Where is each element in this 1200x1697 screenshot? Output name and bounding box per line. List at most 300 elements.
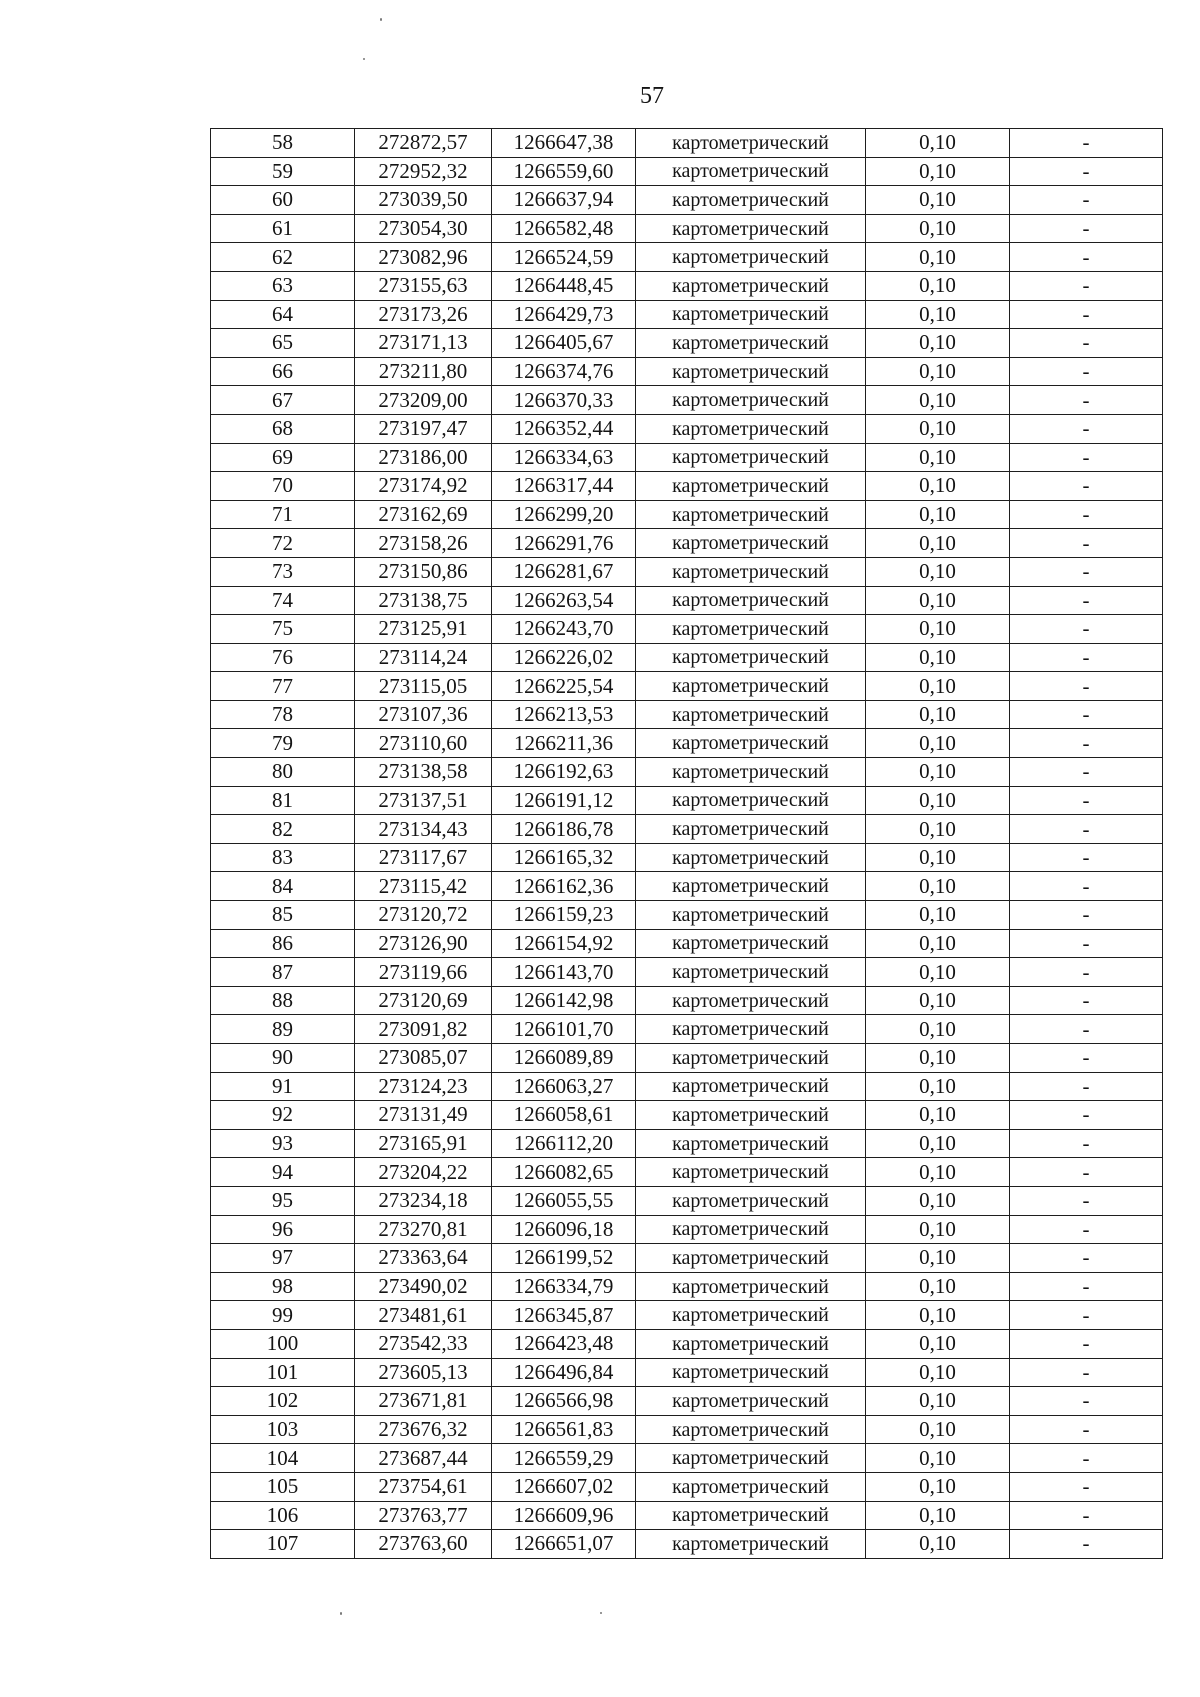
table-row: [211, 1301, 1163, 1330]
accuracy-cell: 0,10: [866, 472, 1010, 501]
point-number-cell: 59: [211, 157, 355, 186]
method-cell: картометрический: [636, 1272, 866, 1301]
y-coordinate-cell: 1266317,44: [492, 472, 636, 501]
table-row: [211, 443, 1163, 472]
y-coordinate-cell: 1266429,73: [492, 300, 636, 329]
accuracy-cell: 0,10: [866, 986, 1010, 1015]
accuracy-cell: 0,10: [866, 414, 1010, 443]
x-coordinate-cell: 273687,44: [355, 1444, 492, 1473]
accuracy-cell: 0,10: [866, 901, 1010, 930]
table-row: [211, 1415, 1163, 1444]
point-number-cell: 64: [211, 300, 355, 329]
y-coordinate-cell: 1266082,65: [492, 1158, 636, 1187]
method-cell: картометрический: [636, 500, 866, 529]
method-cell: картометрический: [636, 1101, 866, 1130]
accuracy-cell: 0,10: [866, 357, 1010, 386]
note-cell: -: [1010, 243, 1163, 272]
accuracy-cell: 0,10: [866, 443, 1010, 472]
table-row: [211, 329, 1163, 358]
note-cell: -: [1010, 700, 1163, 729]
method-cell: картометрический: [636, 271, 866, 300]
method-cell: картометрический: [636, 1329, 866, 1358]
point-number-cell: 97: [211, 1244, 355, 1273]
accuracy-cell: 0,10: [866, 700, 1010, 729]
coordinates-table: [210, 128, 1163, 1559]
y-coordinate-cell: 1266101,70: [492, 1015, 636, 1044]
point-number-cell: 93: [211, 1129, 355, 1158]
table-row: [211, 1329, 1163, 1358]
accuracy-cell: 0,10: [866, 929, 1010, 958]
note-cell: -: [1010, 500, 1163, 529]
table-row: [211, 529, 1163, 558]
x-coordinate-cell: 273186,00: [355, 443, 492, 472]
point-number-cell: 99: [211, 1301, 355, 1330]
x-coordinate-cell: 273120,69: [355, 986, 492, 1015]
page-number: 57: [640, 83, 664, 109]
point-number-cell: 67: [211, 386, 355, 415]
x-coordinate-cell: 273754,61: [355, 1472, 492, 1501]
accuracy-cell: 0,10: [866, 958, 1010, 987]
y-coordinate-cell: 1266211,36: [492, 729, 636, 758]
note-cell: -: [1010, 1072, 1163, 1101]
accuracy-cell: 0,10: [866, 643, 1010, 672]
accuracy-cell: 0,10: [866, 300, 1010, 329]
table-row: [211, 1444, 1163, 1473]
note-cell: -: [1010, 1501, 1163, 1530]
accuracy-cell: 0,10: [866, 672, 1010, 701]
method-cell: картометрический: [636, 1301, 866, 1330]
y-coordinate-cell: 1266496,84: [492, 1358, 636, 1387]
note-cell: -: [1010, 414, 1163, 443]
y-coordinate-cell: 1266334,79: [492, 1272, 636, 1301]
note-cell: -: [1010, 815, 1163, 844]
point-number-cell: 61: [211, 214, 355, 243]
point-number-cell: 104: [211, 1444, 355, 1473]
method-cell: картометрический: [636, 1501, 866, 1530]
accuracy-cell: 0,10: [866, 386, 1010, 415]
table-row: [211, 986, 1163, 1015]
y-coordinate-cell: 1266637,94: [492, 186, 636, 215]
table-row: [211, 300, 1163, 329]
x-coordinate-cell: 273173,26: [355, 300, 492, 329]
y-coordinate-cell: 1266405,67: [492, 329, 636, 358]
x-coordinate-cell: 273137,51: [355, 786, 492, 815]
table-row: [211, 500, 1163, 529]
method-cell: картометрический: [636, 1129, 866, 1158]
y-coordinate-cell: 1266063,27: [492, 1072, 636, 1101]
x-coordinate-cell: 273481,61: [355, 1301, 492, 1330]
y-coordinate-cell: 1266647,38: [492, 129, 636, 158]
y-coordinate-cell: 1266281,67: [492, 557, 636, 586]
note-cell: -: [1010, 1101, 1163, 1130]
x-coordinate-cell: 273110,60: [355, 729, 492, 758]
accuracy-cell: 0,10: [866, 529, 1010, 558]
coordinates-table-container: [210, 128, 1163, 1559]
point-number-cell: 89: [211, 1015, 355, 1044]
note-cell: -: [1010, 672, 1163, 701]
method-cell: картометрический: [636, 1358, 866, 1387]
point-number-cell: 78: [211, 700, 355, 729]
point-number-cell: 77: [211, 672, 355, 701]
y-coordinate-cell: 1266609,96: [492, 1501, 636, 1530]
table-row: [211, 271, 1163, 300]
table-row: [211, 1501, 1163, 1530]
x-coordinate-cell: 273107,36: [355, 700, 492, 729]
x-coordinate-cell: 273363,64: [355, 1244, 492, 1273]
method-cell: картометрический: [636, 929, 866, 958]
y-coordinate-cell: 1266291,76: [492, 529, 636, 558]
y-coordinate-cell: 1266213,53: [492, 700, 636, 729]
point-number-cell: 84: [211, 872, 355, 901]
accuracy-cell: 0,10: [866, 214, 1010, 243]
method-cell: картометрический: [636, 872, 866, 901]
table-row: [211, 758, 1163, 787]
y-coordinate-cell: 1266162,36: [492, 872, 636, 901]
method-cell: картометрический: [636, 186, 866, 215]
y-coordinate-cell: 1266345,87: [492, 1301, 636, 1330]
y-coordinate-cell: 1266263,54: [492, 586, 636, 615]
note-cell: -: [1010, 958, 1163, 987]
table-row: [211, 901, 1163, 930]
point-number-cell: 87: [211, 958, 355, 987]
x-coordinate-cell: 273125,91: [355, 615, 492, 644]
x-coordinate-cell: 273155,63: [355, 271, 492, 300]
y-coordinate-cell: 1266607,02: [492, 1472, 636, 1501]
point-number-cell: 83: [211, 843, 355, 872]
note-cell: -: [1010, 186, 1163, 215]
method-cell: картометрический: [636, 300, 866, 329]
table-row: [211, 815, 1163, 844]
note-cell: -: [1010, 929, 1163, 958]
note-cell: -: [1010, 615, 1163, 644]
scan-speck: [380, 18, 382, 21]
note-cell: -: [1010, 129, 1163, 158]
x-coordinate-cell: 273150,86: [355, 557, 492, 586]
note-cell: -: [1010, 300, 1163, 329]
note-cell: -: [1010, 1301, 1163, 1330]
accuracy-cell: 0,10: [866, 129, 1010, 158]
x-coordinate-cell: 273763,77: [355, 1501, 492, 1530]
point-number-cell: 88: [211, 986, 355, 1015]
table-row: [211, 214, 1163, 243]
y-coordinate-cell: 1266243,70: [492, 615, 636, 644]
accuracy-cell: 0,10: [866, 329, 1010, 358]
table-row: [211, 1472, 1163, 1501]
accuracy-cell: 0,10: [866, 1129, 1010, 1158]
y-coordinate-cell: 1266352,44: [492, 414, 636, 443]
y-coordinate-cell: 1266423,48: [492, 1329, 636, 1358]
y-coordinate-cell: 1266374,76: [492, 357, 636, 386]
note-cell: -: [1010, 329, 1163, 358]
table-row: [211, 615, 1163, 644]
point-number-cell: 72: [211, 529, 355, 558]
y-coordinate-cell: 1266651,07: [492, 1530, 636, 1559]
table-row: [211, 1244, 1163, 1273]
table-row: [211, 1072, 1163, 1101]
point-number-cell: 76: [211, 643, 355, 672]
table-row: [211, 1101, 1163, 1130]
x-coordinate-cell: 272952,32: [355, 157, 492, 186]
point-number-cell: 101: [211, 1358, 355, 1387]
x-coordinate-cell: 273115,42: [355, 872, 492, 901]
point-number-cell: 60: [211, 186, 355, 215]
method-cell: картометрический: [636, 529, 866, 558]
point-number-cell: 68: [211, 414, 355, 443]
x-coordinate-cell: 273039,50: [355, 186, 492, 215]
x-coordinate-cell: 273171,13: [355, 329, 492, 358]
note-cell: -: [1010, 1272, 1163, 1301]
method-cell: картометрический: [636, 1072, 866, 1101]
point-number-cell: 94: [211, 1158, 355, 1187]
point-number-cell: 102: [211, 1387, 355, 1416]
note-cell: -: [1010, 1329, 1163, 1358]
accuracy-cell: 0,10: [866, 1530, 1010, 1559]
point-number-cell: 63: [211, 271, 355, 300]
table-row: [211, 1358, 1163, 1387]
y-coordinate-cell: 1266143,70: [492, 958, 636, 987]
method-cell: картометрический: [636, 1387, 866, 1416]
note-cell: -: [1010, 1044, 1163, 1073]
y-coordinate-cell: 1266566,98: [492, 1387, 636, 1416]
point-number-cell: 70: [211, 472, 355, 501]
table-row: [211, 129, 1163, 158]
table-row: [211, 472, 1163, 501]
x-coordinate-cell: 273165,91: [355, 1129, 492, 1158]
table-row: [211, 1158, 1163, 1187]
method-cell: картометрический: [636, 1015, 866, 1044]
method-cell: картометрический: [636, 843, 866, 872]
method-cell: картометрический: [636, 1044, 866, 1073]
point-number-cell: 91: [211, 1072, 355, 1101]
table-row: [211, 786, 1163, 815]
table-row: [211, 1387, 1163, 1416]
table-row: [211, 386, 1163, 415]
note-cell: -: [1010, 1015, 1163, 1044]
accuracy-cell: 0,10: [866, 1301, 1010, 1330]
x-coordinate-cell: 273763,60: [355, 1530, 492, 1559]
x-coordinate-cell: 273138,75: [355, 586, 492, 615]
x-coordinate-cell: 273234,18: [355, 1186, 492, 1215]
method-cell: картометрический: [636, 214, 866, 243]
note-cell: -: [1010, 386, 1163, 415]
method-cell: картометрический: [636, 1186, 866, 1215]
table-row: [211, 157, 1163, 186]
accuracy-cell: 0,10: [866, 1501, 1010, 1530]
table-row: [211, 1129, 1163, 1158]
y-coordinate-cell: 1266561,83: [492, 1415, 636, 1444]
y-coordinate-cell: 1266159,23: [492, 901, 636, 930]
y-coordinate-cell: 1266559,29: [492, 1444, 636, 1473]
x-coordinate-cell: 273082,96: [355, 243, 492, 272]
point-number-cell: 73: [211, 557, 355, 586]
y-coordinate-cell: 1266559,60: [492, 157, 636, 186]
method-cell: картометрический: [636, 1415, 866, 1444]
accuracy-cell: 0,10: [866, 1158, 1010, 1187]
accuracy-cell: 0,10: [866, 729, 1010, 758]
y-coordinate-cell: 1266225,54: [492, 672, 636, 701]
method-cell: картометрический: [636, 129, 866, 158]
point-number-cell: 96: [211, 1215, 355, 1244]
method-cell: картометрический: [636, 1244, 866, 1273]
accuracy-cell: 0,10: [866, 1472, 1010, 1501]
x-coordinate-cell: 273676,32: [355, 1415, 492, 1444]
table-row: [211, 643, 1163, 672]
method-cell: картометрический: [636, 643, 866, 672]
note-cell: -: [1010, 157, 1163, 186]
accuracy-cell: 0,10: [866, 271, 1010, 300]
note-cell: -: [1010, 357, 1163, 386]
method-cell: картометрический: [636, 472, 866, 501]
accuracy-cell: 0,10: [866, 1415, 1010, 1444]
x-coordinate-cell: 273138,58: [355, 758, 492, 787]
accuracy-cell: 0,10: [866, 1072, 1010, 1101]
note-cell: -: [1010, 1358, 1163, 1387]
method-cell: картометрический: [636, 1472, 866, 1501]
method-cell: картометрический: [636, 1158, 866, 1187]
table-row: [211, 557, 1163, 586]
point-number-cell: 85: [211, 901, 355, 930]
point-number-cell: 100: [211, 1329, 355, 1358]
x-coordinate-cell: 273117,67: [355, 843, 492, 872]
y-coordinate-cell: 1266226,02: [492, 643, 636, 672]
note-cell: -: [1010, 1186, 1163, 1215]
method-cell: картометрический: [636, 672, 866, 701]
table-row: [211, 843, 1163, 872]
method-cell: картометрический: [636, 443, 866, 472]
point-number-cell: 75: [211, 615, 355, 644]
accuracy-cell: 0,10: [866, 1215, 1010, 1244]
y-coordinate-cell: 1266299,20: [492, 500, 636, 529]
method-cell: картометрический: [636, 758, 866, 787]
note-cell: -: [1010, 214, 1163, 243]
x-coordinate-cell: 272872,57: [355, 129, 492, 158]
x-coordinate-cell: 273134,43: [355, 815, 492, 844]
note-cell: -: [1010, 1215, 1163, 1244]
note-cell: -: [1010, 586, 1163, 615]
scan-speck: [340, 1612, 342, 1615]
note-cell: -: [1010, 529, 1163, 558]
method-cell: картометрический: [636, 557, 866, 586]
y-coordinate-cell: 1266582,48: [492, 214, 636, 243]
point-number-cell: 62: [211, 243, 355, 272]
x-coordinate-cell: 273209,00: [355, 386, 492, 415]
table-row: [211, 700, 1163, 729]
method-cell: картометрический: [636, 157, 866, 186]
x-coordinate-cell: 273114,24: [355, 643, 492, 672]
method-cell: картометрический: [636, 986, 866, 1015]
method-cell: картометрический: [636, 357, 866, 386]
accuracy-cell: 0,10: [866, 500, 1010, 529]
x-coordinate-cell: 273054,30: [355, 214, 492, 243]
accuracy-cell: 0,10: [866, 758, 1010, 787]
x-coordinate-cell: 273490,02: [355, 1272, 492, 1301]
point-number-cell: 103: [211, 1415, 355, 1444]
y-coordinate-cell: 1266191,12: [492, 786, 636, 815]
point-number-cell: 105: [211, 1472, 355, 1501]
method-cell: картометрический: [636, 386, 866, 415]
table-row: [211, 1215, 1163, 1244]
x-coordinate-cell: 273115,05: [355, 672, 492, 701]
point-number-cell: 90: [211, 1044, 355, 1073]
y-coordinate-cell: 1266524,59: [492, 243, 636, 272]
table-body: [211, 129, 1163, 1559]
point-number-cell: 82: [211, 815, 355, 844]
table-row: [211, 1186, 1163, 1215]
point-number-cell: 80: [211, 758, 355, 787]
scan-speck: [600, 1612, 602, 1614]
table-row: [211, 958, 1163, 987]
accuracy-cell: 0,10: [866, 615, 1010, 644]
accuracy-cell: 0,10: [866, 157, 1010, 186]
note-cell: -: [1010, 443, 1163, 472]
y-coordinate-cell: 1266186,78: [492, 815, 636, 844]
note-cell: -: [1010, 271, 1163, 300]
table-row: [211, 929, 1163, 958]
method-cell: картометрический: [636, 1215, 866, 1244]
accuracy-cell: 0,10: [866, 557, 1010, 586]
y-coordinate-cell: 1266154,92: [492, 929, 636, 958]
table-row: [211, 186, 1163, 215]
note-cell: -: [1010, 986, 1163, 1015]
method-cell: картометрический: [636, 958, 866, 987]
point-number-cell: 106: [211, 1501, 355, 1530]
method-cell: картометрический: [636, 786, 866, 815]
x-coordinate-cell: 273197,47: [355, 414, 492, 443]
y-coordinate-cell: 1266112,20: [492, 1129, 636, 1158]
point-number-cell: 86: [211, 929, 355, 958]
point-number-cell: 107: [211, 1530, 355, 1559]
y-coordinate-cell: 1266448,45: [492, 271, 636, 300]
point-number-cell: 95: [211, 1186, 355, 1215]
method-cell: картометрический: [636, 414, 866, 443]
accuracy-cell: 0,10: [866, 1272, 1010, 1301]
method-cell: картометрический: [636, 586, 866, 615]
method-cell: картометрический: [636, 329, 866, 358]
point-number-cell: 81: [211, 786, 355, 815]
table-row: [211, 1272, 1163, 1301]
scan-speck: [363, 58, 365, 60]
x-coordinate-cell: 273270,81: [355, 1215, 492, 1244]
x-coordinate-cell: 273091,82: [355, 1015, 492, 1044]
table-row: [211, 1015, 1163, 1044]
accuracy-cell: 0,10: [866, 1387, 1010, 1416]
note-cell: -: [1010, 472, 1163, 501]
accuracy-cell: 0,10: [866, 1186, 1010, 1215]
note-cell: -: [1010, 1129, 1163, 1158]
y-coordinate-cell: 1266096,18: [492, 1215, 636, 1244]
x-coordinate-cell: 273131,49: [355, 1101, 492, 1130]
table-row: [211, 357, 1163, 386]
accuracy-cell: 0,10: [866, 1244, 1010, 1273]
accuracy-cell: 0,10: [866, 786, 1010, 815]
x-coordinate-cell: 273085,07: [355, 1044, 492, 1073]
x-coordinate-cell: 273204,22: [355, 1158, 492, 1187]
method-cell: картометрический: [636, 1530, 866, 1559]
method-cell: картометрический: [636, 700, 866, 729]
y-coordinate-cell: 1266142,98: [492, 986, 636, 1015]
note-cell: -: [1010, 872, 1163, 901]
note-cell: -: [1010, 901, 1163, 930]
accuracy-cell: 0,10: [866, 586, 1010, 615]
y-coordinate-cell: 1266192,63: [492, 758, 636, 787]
table-row: [211, 243, 1163, 272]
x-coordinate-cell: 273162,69: [355, 500, 492, 529]
accuracy-cell: 0,10: [866, 1044, 1010, 1073]
table-row: [211, 729, 1163, 758]
y-coordinate-cell: 1266199,52: [492, 1244, 636, 1273]
y-coordinate-cell: 1266370,33: [492, 386, 636, 415]
note-cell: -: [1010, 1530, 1163, 1559]
